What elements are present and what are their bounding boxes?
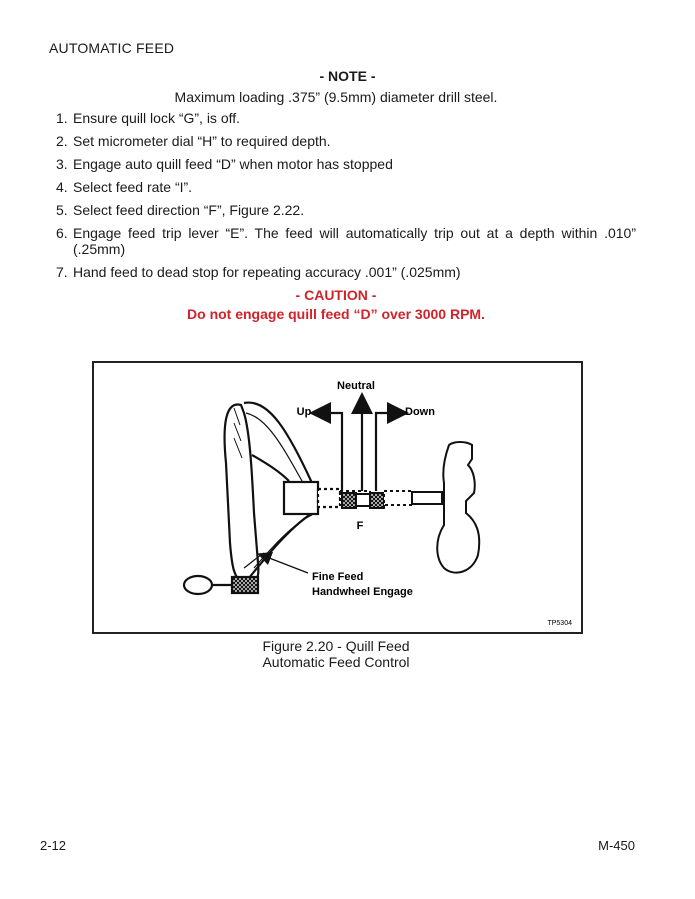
page-number: 2-12 (40, 838, 67, 853)
quill-feed-diagram (94, 363, 581, 632)
list-item (56, 202, 636, 218)
label-up: Up (296, 406, 312, 418)
list-item (56, 110, 636, 126)
note-heading: - NOTE - (319, 68, 376, 84)
figure-caption-line1: Figure 2.20 - Quill Feed (262, 638, 410, 654)
step-text: Set micrometer dial “H” to required depth. (73, 133, 331, 149)
step-number: 7. (56, 264, 68, 280)
list-item (56, 264, 636, 280)
step-number: 1. (56, 110, 68, 126)
step-text: Select feed direction “F”, Figure 2.22. (73, 202, 305, 218)
step-text: Ensure quill lock “G”, is off. (73, 110, 241, 126)
list-item (56, 179, 636, 195)
label-fine-feed: Fine Feed (312, 571, 364, 583)
note-text: Maximum loading .375” (9.5mm) diameter drill steel. (174, 89, 498, 105)
list-item (56, 225, 636, 257)
step-number: 4. (56, 179, 68, 195)
caution-text: Do not engage quill feed “D” over 3000 RPM. (187, 306, 485, 322)
step-text: Select feed rate “I”. (73, 179, 193, 195)
step-number: 2. (56, 133, 68, 149)
figure-quill-feed (92, 361, 583, 634)
label-f: F (356, 520, 364, 532)
direction-arrows (320, 403, 398, 491)
feed-selector-drawing (340, 442, 479, 573)
step-text: Hand feed to dead stop for repeating accuracy .001” (.025mm) (73, 264, 461, 280)
handwheel-drawing (184, 403, 340, 594)
list-item (56, 133, 636, 149)
figure-code: TP5304 (547, 620, 572, 627)
step-number: 6. (56, 225, 68, 241)
label-handwheel-engage: Handwheel Engage (312, 586, 413, 598)
step-number: 5. (56, 202, 68, 218)
step-text: Engage feed trip lever “E”. The feed will automatically trip out at a depth within .010” (.25mm) (73, 225, 636, 257)
steps-list (56, 110, 636, 287)
step-text: Engage auto quill feed “D” when motor has stopped (73, 156, 393, 172)
figure-caption-line2: Automatic Feed Control (262, 654, 410, 670)
label-down: Down (405, 406, 435, 418)
step-number: 3. (56, 156, 68, 172)
list-item (56, 156, 636, 172)
manual-code: M-450 (598, 838, 635, 853)
label-neutral: Neutral (337, 380, 375, 392)
section-title: AUTOMATIC FEED (49, 40, 175, 56)
caution-heading: - CAUTION - (295, 287, 377, 303)
fine-feed-leader-line (264, 556, 308, 573)
